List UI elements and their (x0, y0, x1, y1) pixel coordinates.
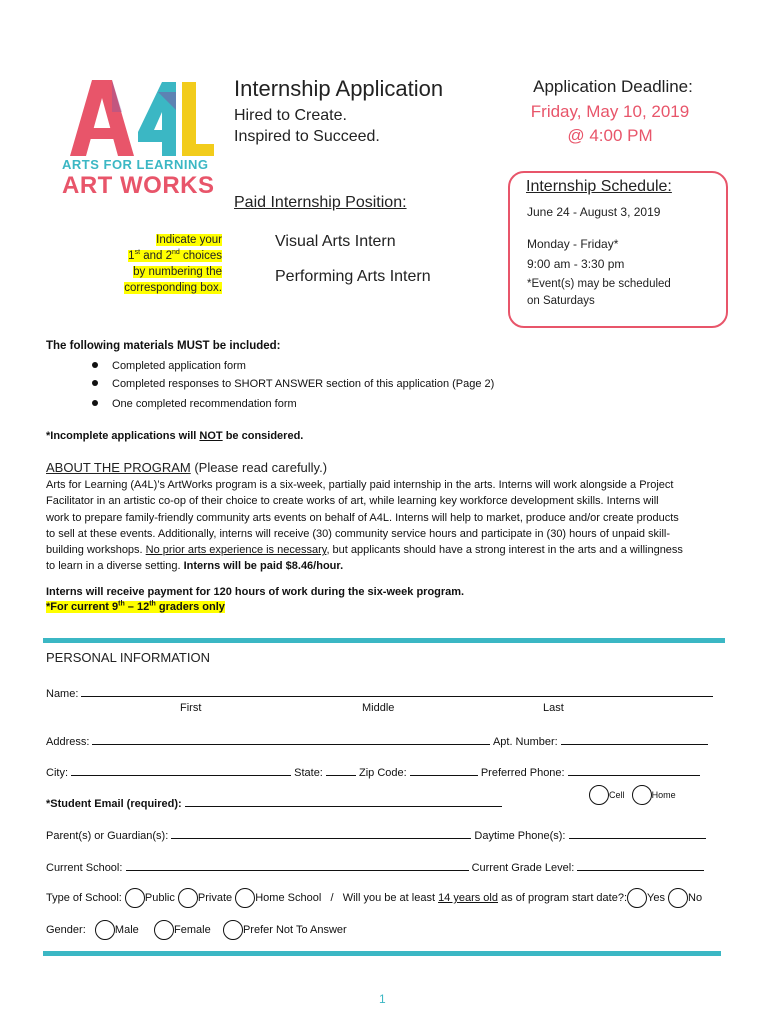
grade-label: Current Grade Level: (471, 862, 575, 874)
list-item: Completed responses to SHORT ANSWER section of this application (Page 2) (92, 378, 494, 390)
list-item: One completed recommendation form (92, 398, 297, 410)
home-radio[interactable] (632, 785, 652, 805)
schedule-note-cont: on Saturdays (527, 295, 595, 307)
choice-instructions: Indicate your 1st and 2nd choices by numbering the corresponding box. (124, 234, 222, 294)
option-performing-arts[interactable]: Performing Arts Intern (275, 268, 431, 285)
grade-eligibility: *For current 9th – 12th graders only (46, 600, 225, 613)
page-title: Internship Application (234, 76, 444, 101)
prefer-not-radio[interactable] (223, 920, 243, 940)
no-label: No (688, 891, 703, 904)
yes-label: Yes (647, 891, 665, 904)
female-label: Female (174, 923, 211, 936)
homeschool-radio[interactable] (235, 888, 255, 908)
daytime-label: Daytime Phone(s): (474, 830, 566, 842)
age-question-end: as of program start date?: (498, 891, 628, 904)
female-radio[interactable] (154, 920, 174, 940)
phone-label: Preferred Phone: (480, 767, 565, 779)
no-radio[interactable] (668, 888, 688, 908)
materials-heading: The following materials MUST be included: (46, 340, 281, 352)
state-field[interactable] (326, 765, 356, 776)
deadline-time: @ 4:00 PM (567, 126, 653, 145)
daytime-field[interactable] (569, 828, 706, 839)
option-visual-arts[interactable]: Visual Arts Intern (275, 233, 396, 250)
city-field[interactable] (71, 765, 291, 776)
list-item: Completed application form (92, 360, 246, 372)
address-field[interactable] (92, 734, 490, 745)
home-label: Home (651, 789, 676, 800)
address-label: Address: (46, 736, 90, 748)
logo-art-works: ART WORKS (62, 172, 215, 199)
school-label: Current School: (46, 862, 123, 874)
parent-row (46, 828, 706, 842)
a4l-logo-mark (62, 72, 222, 162)
about-paragraph: Arts for Learning (A4L)’s ArtWorks program is a six-week, partially paid internship in the arts. Interns will work alongside a Project Facilitator in an artistic co-op of their choice to create works of art, while learning key workforce development skills. Interns will work to prepare family-friendly community arts events on behalf of A4L. Interns will help to market, produce and/or create products to sell at these events. Additionally, interns will receive (30) community service hours and participate in (30) hours of unpaid skill- building workshops. No prior arts experience is necessary, but applicants should have a strong interest in the arts and a willingness to learn in a diverse setting. Interns will be paid $8.46/hour. (46, 479, 683, 573)
paid-position-label: Paid Internship Position: (234, 194, 407, 211)
school-type-row (46, 888, 702, 908)
about-heading: ABOUT THE PROGRAM (Please read carefully.) (46, 460, 328, 475)
schedule-title: Internship Schedule: (526, 178, 672, 195)
phone-field[interactable] (568, 765, 700, 776)
grade-field[interactable] (577, 860, 704, 871)
deadline-date: Friday, May 10, 2019 (530, 102, 690, 121)
gender-label: Gender: (46, 923, 86, 936)
first-label: First (180, 702, 202, 714)
phone-type-row (589, 785, 676, 805)
city-label: City: (46, 767, 68, 779)
apt-label: Apt. Number: (492, 736, 558, 748)
divider (43, 638, 725, 643)
last-label: Last (543, 702, 564, 714)
cell-label: Cell (609, 789, 625, 800)
prefer-not-label: Prefer Not To Answer (242, 923, 347, 936)
address-row (46, 734, 708, 748)
zip-label: Zip Code: (359, 767, 407, 779)
subtitle-inspired: Inspired to Succeed. (234, 128, 380, 145)
homeschool-label: Home School (255, 891, 322, 904)
city-row (46, 765, 700, 779)
zip-field[interactable] (410, 765, 478, 776)
page-number: 1 (379, 992, 386, 1006)
name-label: Name: (46, 688, 79, 700)
logo-arts-for-learning: ARTS FOR LEARNING (62, 157, 209, 172)
bullet-icon (92, 400, 98, 406)
payment-note: Interns will receive payment for 120 hours of work during the six-week program. (46, 586, 465, 598)
middle-label: Middle (362, 702, 395, 714)
schedule-hours: 9:00 am - 3:30 pm (527, 257, 625, 271)
email-field[interactable] (185, 796, 502, 807)
schedule-days: Monday - Friday* (527, 237, 619, 251)
bullet-icon (92, 380, 98, 386)
schedule-dates: June 24 - August 3, 2019 (527, 205, 661, 219)
yes-radio[interactable] (627, 888, 647, 908)
state-label: State: (294, 767, 323, 779)
school-type-label: Type of School: (46, 891, 122, 904)
name-field[interactable] (81, 686, 713, 697)
separator: / (330, 891, 334, 904)
bullet-icon (92, 362, 98, 368)
male-radio[interactable] (95, 920, 115, 940)
age-question: Will you be at least (342, 891, 439, 904)
public-radio[interactable] (125, 888, 145, 908)
parent-label: Parent(s) or Guardian(s): (46, 830, 169, 842)
school-row (46, 860, 704, 874)
male-label: Male (114, 923, 139, 936)
schedule-note: *Event(s) may be scheduled (527, 278, 671, 290)
private-label: Private (197, 891, 233, 904)
parent-field[interactable] (171, 828, 471, 839)
name-row (46, 686, 713, 700)
cell-radio[interactable] (589, 785, 609, 805)
subtitle-hired: Hired to Create. (234, 107, 347, 124)
personal-info-heading: PERSONAL INFORMATION (46, 650, 210, 665)
email-label: *Student Email (required): (46, 798, 182, 810)
email-row (46, 796, 502, 810)
age-question-emphasis: 14 years old (438, 891, 498, 904)
public-label: Public (144, 891, 175, 904)
apt-field[interactable] (561, 734, 708, 745)
deadline-label: Application Deadline: (533, 77, 693, 96)
incomplete-warning: *Incomplete applications will NOT be considered. (46, 430, 304, 442)
divider (43, 951, 721, 956)
private-radio[interactable] (178, 888, 198, 908)
gender-row (46, 920, 347, 940)
school-field[interactable] (126, 860, 469, 871)
